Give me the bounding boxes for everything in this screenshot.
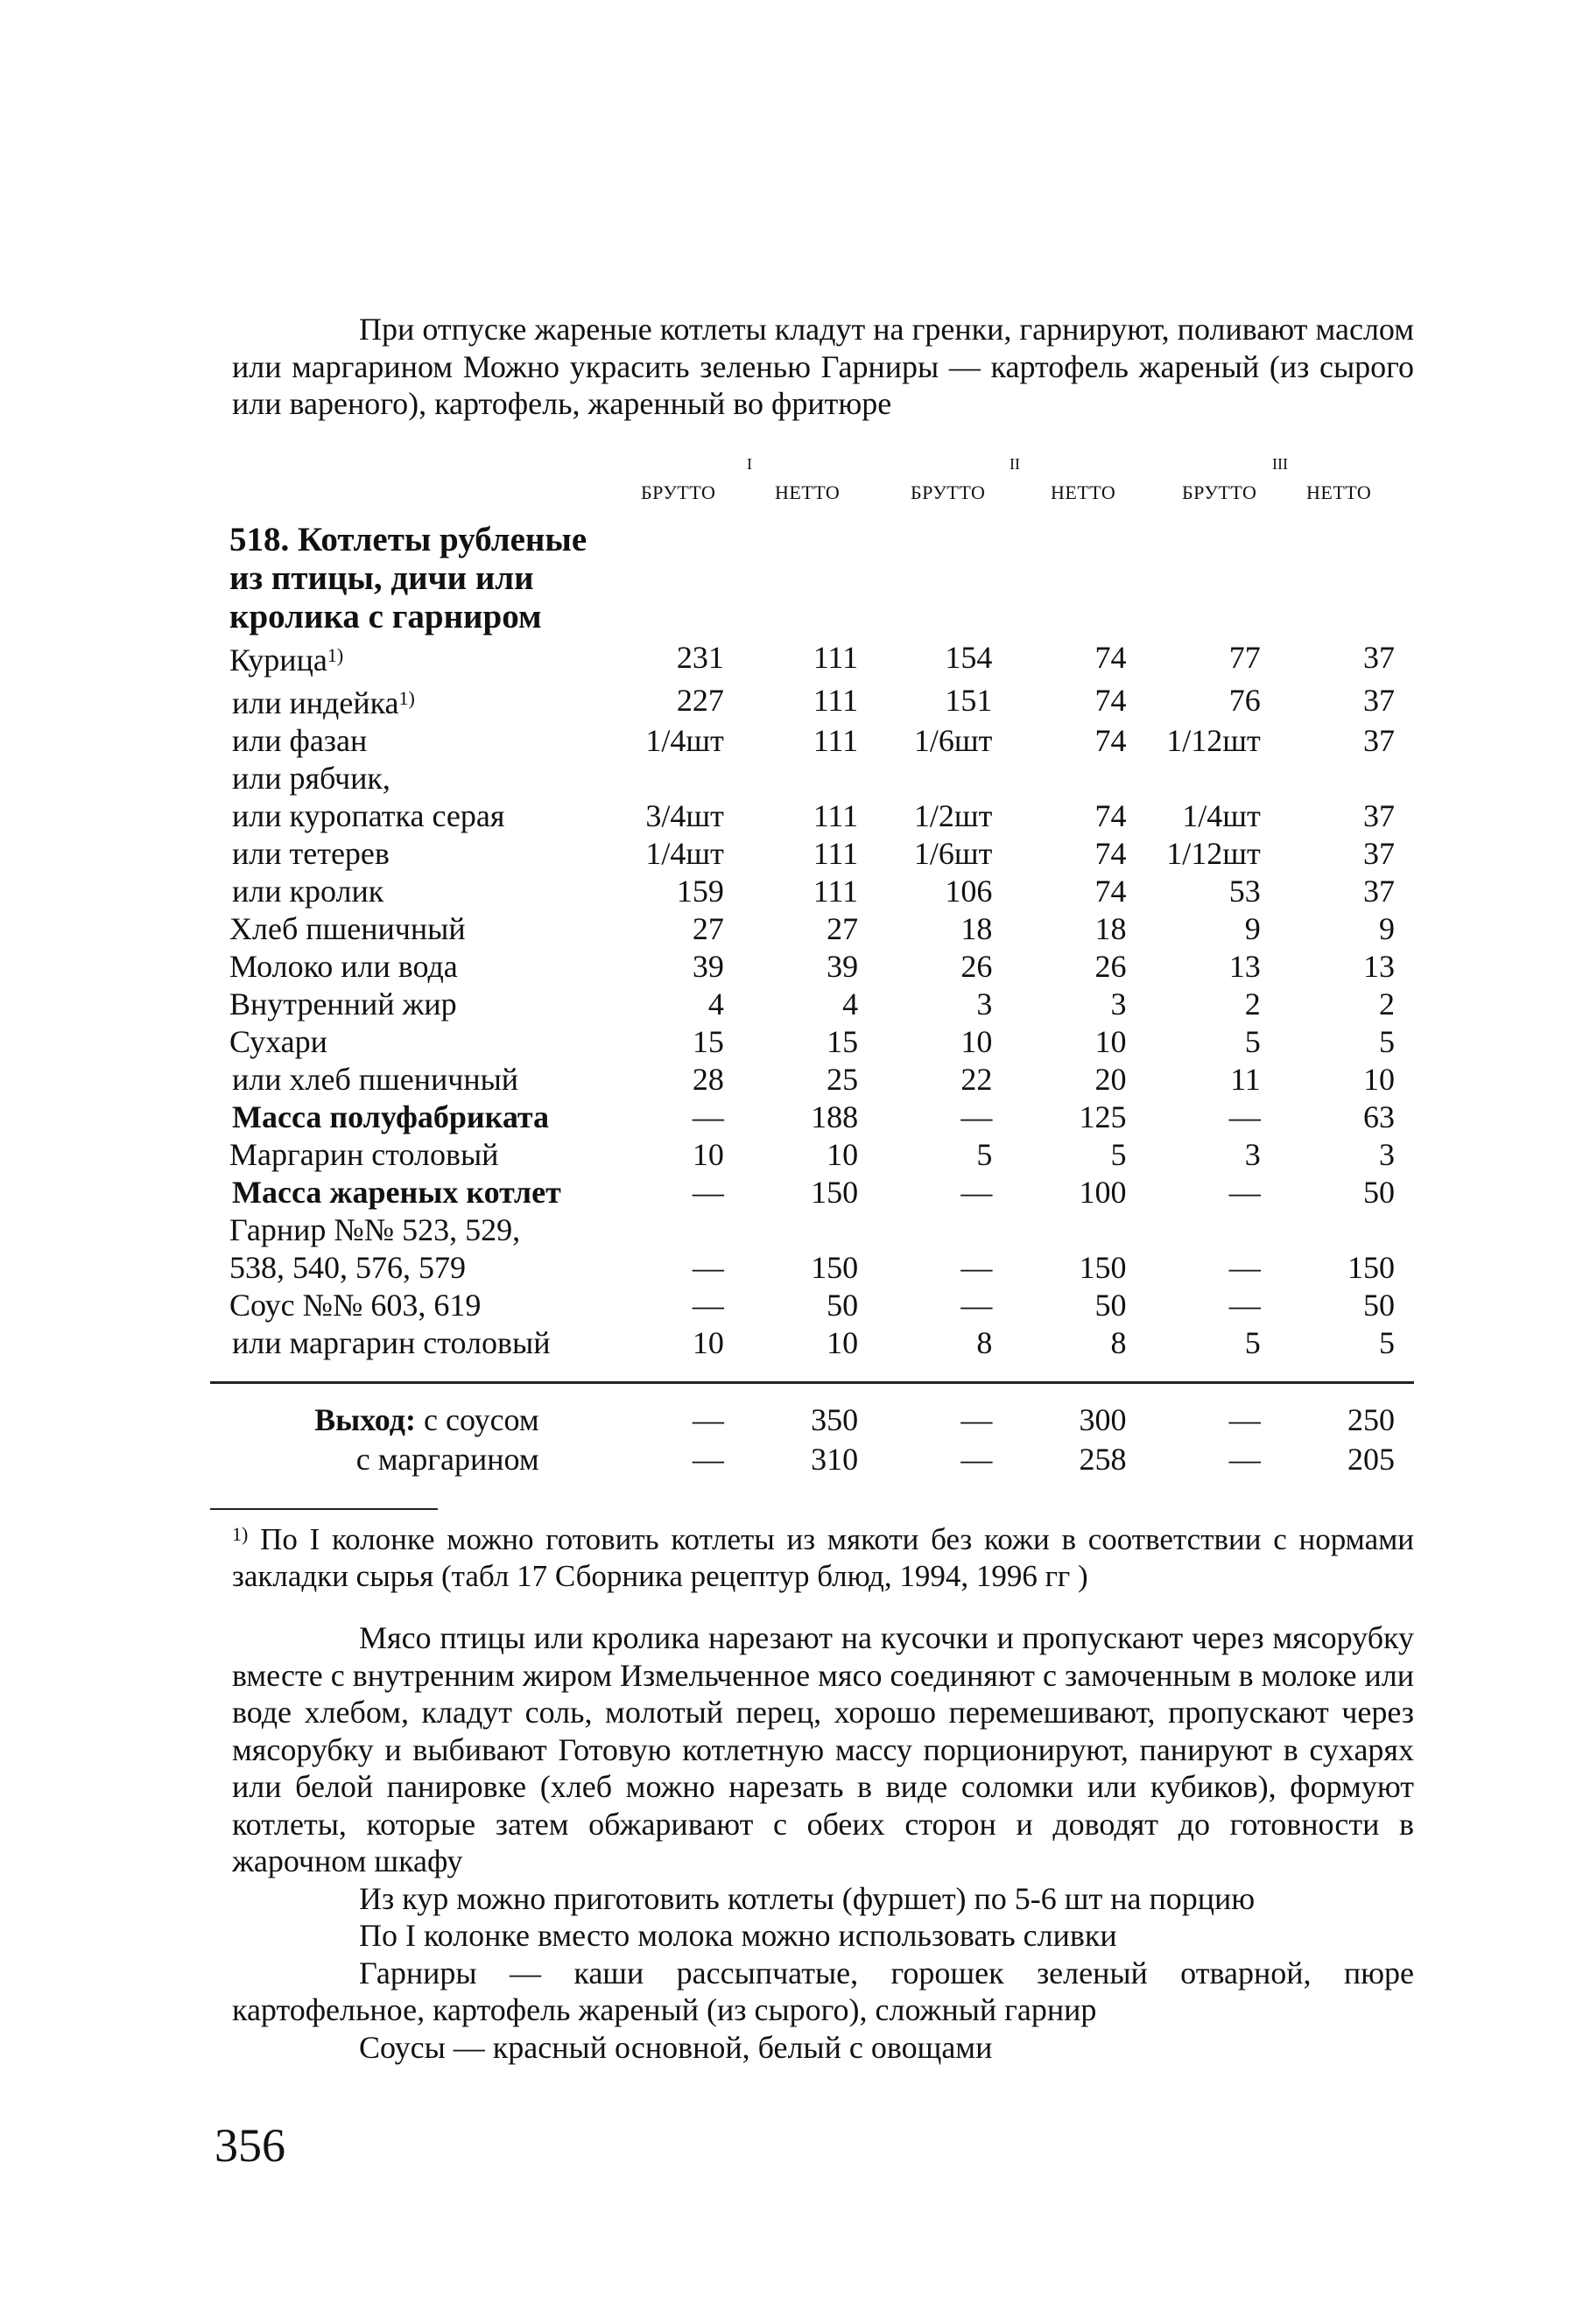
cell-value: — (1228, 1250, 1261, 1285)
cell-value: 9 (1379, 911, 1395, 946)
cell-value: 13 (1228, 949, 1261, 984)
table-row (210, 1287, 1414, 1324)
recipe-title-line: 518. Котлеты рубленые (229, 521, 587, 558)
cell-value: 1/6шт (913, 723, 993, 758)
cell-value: 50 (827, 1288, 859, 1323)
cell-value: 5 (1379, 1024, 1395, 1059)
cell-value: 111 (813, 836, 859, 871)
yield-value: 250 (1347, 1402, 1395, 1437)
intro-text: При отпуске жареные котлеты кладут на гренки, гарнируют, поливают маслом или маргарином Можно украсить зеленью Гарниры — картофель жареный (из сырого или вареного), картофель, жаренный во фритюре (232, 312, 1414, 421)
ingredient-name: Молоко или вода (229, 949, 458, 984)
cell-value: 37 (1363, 640, 1395, 675)
cell-value: 10 (1094, 1024, 1127, 1059)
cell-value: 20 (1094, 1062, 1127, 1097)
cell-value: 37 (1363, 836, 1395, 871)
netto-header-1: НЕТТО (775, 481, 841, 503)
cell-value: 125 (1079, 1099, 1127, 1134)
table-row (210, 1099, 1414, 1136)
table-row (210, 797, 1414, 835)
ingredient-name: 538, 540, 576, 579 (229, 1250, 466, 1285)
cell-value: 1/4шт (645, 723, 724, 758)
cell-value: 111 (813, 723, 859, 758)
cell-value: 10 (692, 1325, 724, 1360)
cell-value: 37 (1363, 723, 1395, 758)
cell-value: 1/12шт (1166, 836, 1261, 871)
cell-value: 10 (827, 1325, 859, 1360)
intro-paragraph (232, 311, 1414, 423)
cell-value: 3 (976, 986, 993, 1022)
brutto-header-1: БРУТТО (641, 481, 716, 503)
ingredient-name: Масса жареных котлет (232, 1175, 561, 1210)
table-row (210, 1061, 1414, 1099)
cell-value: 5 (1379, 1325, 1395, 1360)
yield-label: с маргарином (355, 1442, 539, 1477)
cell-value: — (692, 1175, 724, 1210)
cell-value (743, 1211, 877, 1249)
netto-header-2: НЕТТО (1051, 481, 1116, 503)
yield-value: 310 (811, 1442, 859, 1477)
group-label-3: III (1272, 455, 1288, 473)
cell-value (1146, 1211, 1280, 1249)
yield-label: Выход: с соусом (314, 1402, 539, 1437)
cell-value: 1/2шт (913, 798, 993, 833)
ingredient-name: или фазан (232, 723, 368, 758)
cell-value: 74 (1094, 640, 1127, 675)
cell-value: 27 (692, 911, 724, 946)
cell-value: 63 (1363, 1099, 1395, 1134)
ingredient-name: Масса полуфабриката (232, 1099, 550, 1134)
cell-value: 22 (960, 1062, 993, 1097)
cell-value: 37 (1363, 798, 1395, 833)
ingredient-name: или маргарин столовый (232, 1325, 551, 1360)
cell-value: — (1228, 1175, 1261, 1210)
cell-value: 154 (945, 640, 993, 675)
ingredient-name: Сухари (229, 1024, 327, 1059)
cell-value: 4 (842, 986, 859, 1022)
cell-value (1146, 760, 1280, 797)
footnote (232, 1516, 1414, 1595)
cell-value: 10 (960, 1024, 993, 1059)
brutto-header-2: БРУТТО (911, 481, 986, 503)
cell-value: 150 (811, 1175, 859, 1210)
brutto-header-3: БРУТТО (1182, 481, 1257, 503)
cell-value (609, 760, 743, 797)
cell-value: 53 (1228, 874, 1261, 909)
table-row (210, 722, 1414, 760)
cell-value: 5 (976, 1137, 993, 1172)
cell-value: 159 (676, 874, 724, 909)
cell-value: 37 (1363, 683, 1395, 718)
table-row (210, 835, 1414, 873)
cell-value: 2 (1379, 986, 1395, 1022)
group-label-1: I (747, 455, 752, 473)
cell-value: — (960, 1175, 993, 1210)
cell-value (1280, 1211, 1414, 1249)
cell-value: 100 (1079, 1175, 1127, 1210)
cell-value: 27 (827, 911, 859, 946)
cell-value: — (692, 1250, 724, 1285)
yield-value: — (1228, 1402, 1261, 1437)
cell-value: 77 (1228, 640, 1261, 675)
yield-row (210, 1401, 1414, 1440)
cell-value: 39 (827, 949, 859, 984)
cell-value: 15 (827, 1024, 859, 1059)
cell-value: 150 (1347, 1250, 1395, 1285)
cell-value: 39 (692, 949, 724, 984)
cell-value (877, 1211, 1011, 1249)
yield-value: — (692, 1442, 724, 1477)
cell-value: 10 (692, 1137, 724, 1172)
cell-value: — (960, 1288, 993, 1323)
cell-value: 3/4шт (645, 798, 724, 833)
table-row (210, 1023, 1414, 1061)
cell-value: 8 (1110, 1325, 1127, 1360)
cell-value: 111 (813, 798, 859, 833)
cell-value: 74 (1094, 836, 1127, 871)
cell-value: 5 (1244, 1325, 1261, 1360)
ingredient-name: Соус №№ 603, 619 (229, 1288, 482, 1323)
table-row (210, 1211, 1414, 1249)
method-paragraph: Из кур можно приготовить котлеты (фуршет) по 5-6 шт на порцию (359, 1880, 1256, 1916)
yield-value: — (960, 1402, 993, 1437)
cell-value: 74 (1094, 874, 1127, 909)
cell-value: 1/12шт (1166, 723, 1261, 758)
cell-value: 150 (811, 1250, 859, 1285)
cell-value: 13 (1363, 949, 1395, 984)
ingredient-name: Гарнир №№ 523, 529, (229, 1212, 521, 1247)
cell-value: 11 (1230, 1062, 1261, 1097)
cell-value: 106 (945, 874, 993, 909)
cell-value: 50 (1094, 1288, 1127, 1323)
cell-value: 74 (1094, 798, 1127, 833)
cell-value (1011, 760, 1145, 797)
cell-value: 50 (1363, 1288, 1395, 1323)
cell-value: 3 (1379, 1137, 1395, 1172)
cell-value (609, 1211, 743, 1249)
cell-value: — (692, 1288, 724, 1323)
cell-value: 2 (1244, 986, 1261, 1022)
cell-value: — (960, 1250, 993, 1285)
recipe-title (229, 521, 1414, 636)
group-label-2: II (1010, 455, 1020, 473)
table-row (210, 1136, 1414, 1174)
cell-value: 8 (976, 1325, 993, 1360)
cell-value: 28 (692, 1062, 724, 1097)
cell-value (1280, 760, 1414, 797)
cell-value: — (960, 1099, 993, 1134)
cell-value: 10 (827, 1137, 859, 1172)
footnote-text: По I колонке можно готовить котлеты из мякоти без кожи в соответствии с нормами закладки сырья (табл 17 Сборника рецептур блюд, 1994, 1996 гг ) (232, 1522, 1415, 1593)
column-headers (0, 455, 1590, 508)
cell-value: — (1228, 1099, 1261, 1134)
cell-value: 1/4шт (1182, 798, 1261, 833)
ingredient-name: или кролик (232, 874, 384, 909)
recipe-title-line: кролика с гарниром (229, 598, 542, 635)
table-row (210, 679, 1414, 722)
method-text (232, 1619, 1414, 2066)
ingredient-name: Маргарин столовый (229, 1137, 499, 1172)
table-row (210, 873, 1414, 910)
cell-value: 37 (1363, 874, 1395, 909)
yield-value: 350 (811, 1402, 859, 1437)
ingredient-name: или тетерев (232, 836, 390, 871)
yield-block (210, 1401, 1414, 1479)
table-row (210, 948, 1414, 986)
ingredient-name: Курица$^{1)}$ (229, 642, 344, 678)
cell-value: 26 (960, 949, 993, 984)
yield-value: 205 (1347, 1442, 1395, 1477)
cell-value: 111 (813, 874, 859, 909)
footnote-ref: 1) (327, 644, 344, 666)
table-divider (210, 1381, 1414, 1384)
cell-value: 18 (1094, 911, 1127, 946)
cell-value: 1/4шт (645, 836, 724, 871)
cell-value (743, 760, 877, 797)
cell-value: 74 (1094, 723, 1127, 758)
cell-value: 15 (692, 1024, 724, 1059)
cell-value: 18 (960, 911, 993, 946)
ingredient-name: Внутренний жир (229, 986, 457, 1022)
method-paragraph: Гарниры — каши рассыпчатые, горошек зеленый отварной, пюре картофельное, картофель жареный (из сырого), сложный гарнир (232, 1955, 1414, 2027)
table-row (210, 986, 1414, 1023)
table-row (210, 1249, 1414, 1287)
method-paragraph: Соусы — красный основной, белый с овощами (359, 2029, 993, 2065)
yield-value: — (692, 1402, 724, 1437)
footnote-rule (210, 1508, 438, 1510)
recipe-title-line: из птицы, дичи или (229, 559, 534, 597)
table-row (210, 1174, 1414, 1211)
cell-value: 26 (1094, 949, 1127, 984)
method-paragraph: По I колонке вместо молока можно использовать сливки (359, 1918, 1117, 1953)
page-number: 356 (215, 2119, 285, 2172)
cell-value: 5 (1110, 1137, 1127, 1172)
netto-header-3: НЕТТО (1306, 481, 1372, 503)
ingredient-name: или куропатка серая (232, 798, 505, 833)
table-row (210, 760, 1414, 797)
ingredient-name: или индейка$^{1)}$ (232, 685, 415, 720)
cell-value: 9 (1244, 911, 1261, 946)
cell-value: 151 (945, 683, 993, 718)
cell-value: 5 (1244, 1024, 1261, 1059)
ingredient-name: Хлеб пшеничный (229, 911, 466, 946)
cell-value: 231 (676, 640, 724, 675)
cell-value: 74 (1094, 683, 1127, 718)
cell-value: — (1228, 1288, 1261, 1323)
cell-value (1011, 1211, 1145, 1249)
yield-row (210, 1440, 1414, 1479)
ingredients-table (210, 636, 1414, 1362)
cell-value: 3 (1110, 986, 1127, 1022)
cell-value: 25 (827, 1062, 859, 1097)
cell-value: — (692, 1099, 724, 1134)
cell-value: 50 (1363, 1175, 1395, 1210)
cell-value: 111 (813, 640, 859, 675)
cell-value: 76 (1228, 683, 1261, 718)
cell-value: 4 (707, 986, 724, 1022)
yield-value: 300 (1079, 1402, 1127, 1437)
yield-value: 258 (1079, 1442, 1127, 1477)
ingredient-name: или хлеб пшеничный (232, 1062, 519, 1097)
cell-value: 111 (813, 683, 859, 718)
cell-value: 3 (1244, 1137, 1261, 1172)
table-row (210, 636, 1414, 679)
ingredient-name: или рябчик, (232, 761, 390, 796)
cell-value: 1/6шт (913, 836, 993, 871)
cell-value: 10 (1363, 1062, 1395, 1097)
cell-value: 188 (811, 1099, 859, 1134)
cell-value: 150 (1079, 1250, 1127, 1285)
yield-value: — (960, 1442, 993, 1477)
table-row (210, 910, 1414, 948)
table-row (210, 1324, 1414, 1362)
yield-value: — (1228, 1442, 1261, 1477)
cell-value (877, 760, 1011, 797)
recipe-table (210, 521, 1414, 1362)
footnote-ref: 1) (398, 687, 415, 709)
yield-heading: Выход: (314, 1402, 416, 1437)
cell-value: 227 (676, 683, 724, 718)
footnote-marker: 1) (232, 1523, 249, 1545)
method-paragraph: Мясо птицы или кролика нарезают на кусочки и пропускают через мясорубку вместе с внутренним жиром Измельченное мясо соединяют с замоченным в молоке или воде хлебом, кладут соль, молотый перец, хорошо перемешивают, пропускают через мясорубку и выбивают Готовую котлетную массу порционируют, панируют в сухарях или белой панировке (хлеб можно нарезать в виде соломки или кубиков), формуют котлеты, которые затем обжаривают с обеих сторон и доводят до готовности в жарочном шкафу (232, 1620, 1414, 1878)
